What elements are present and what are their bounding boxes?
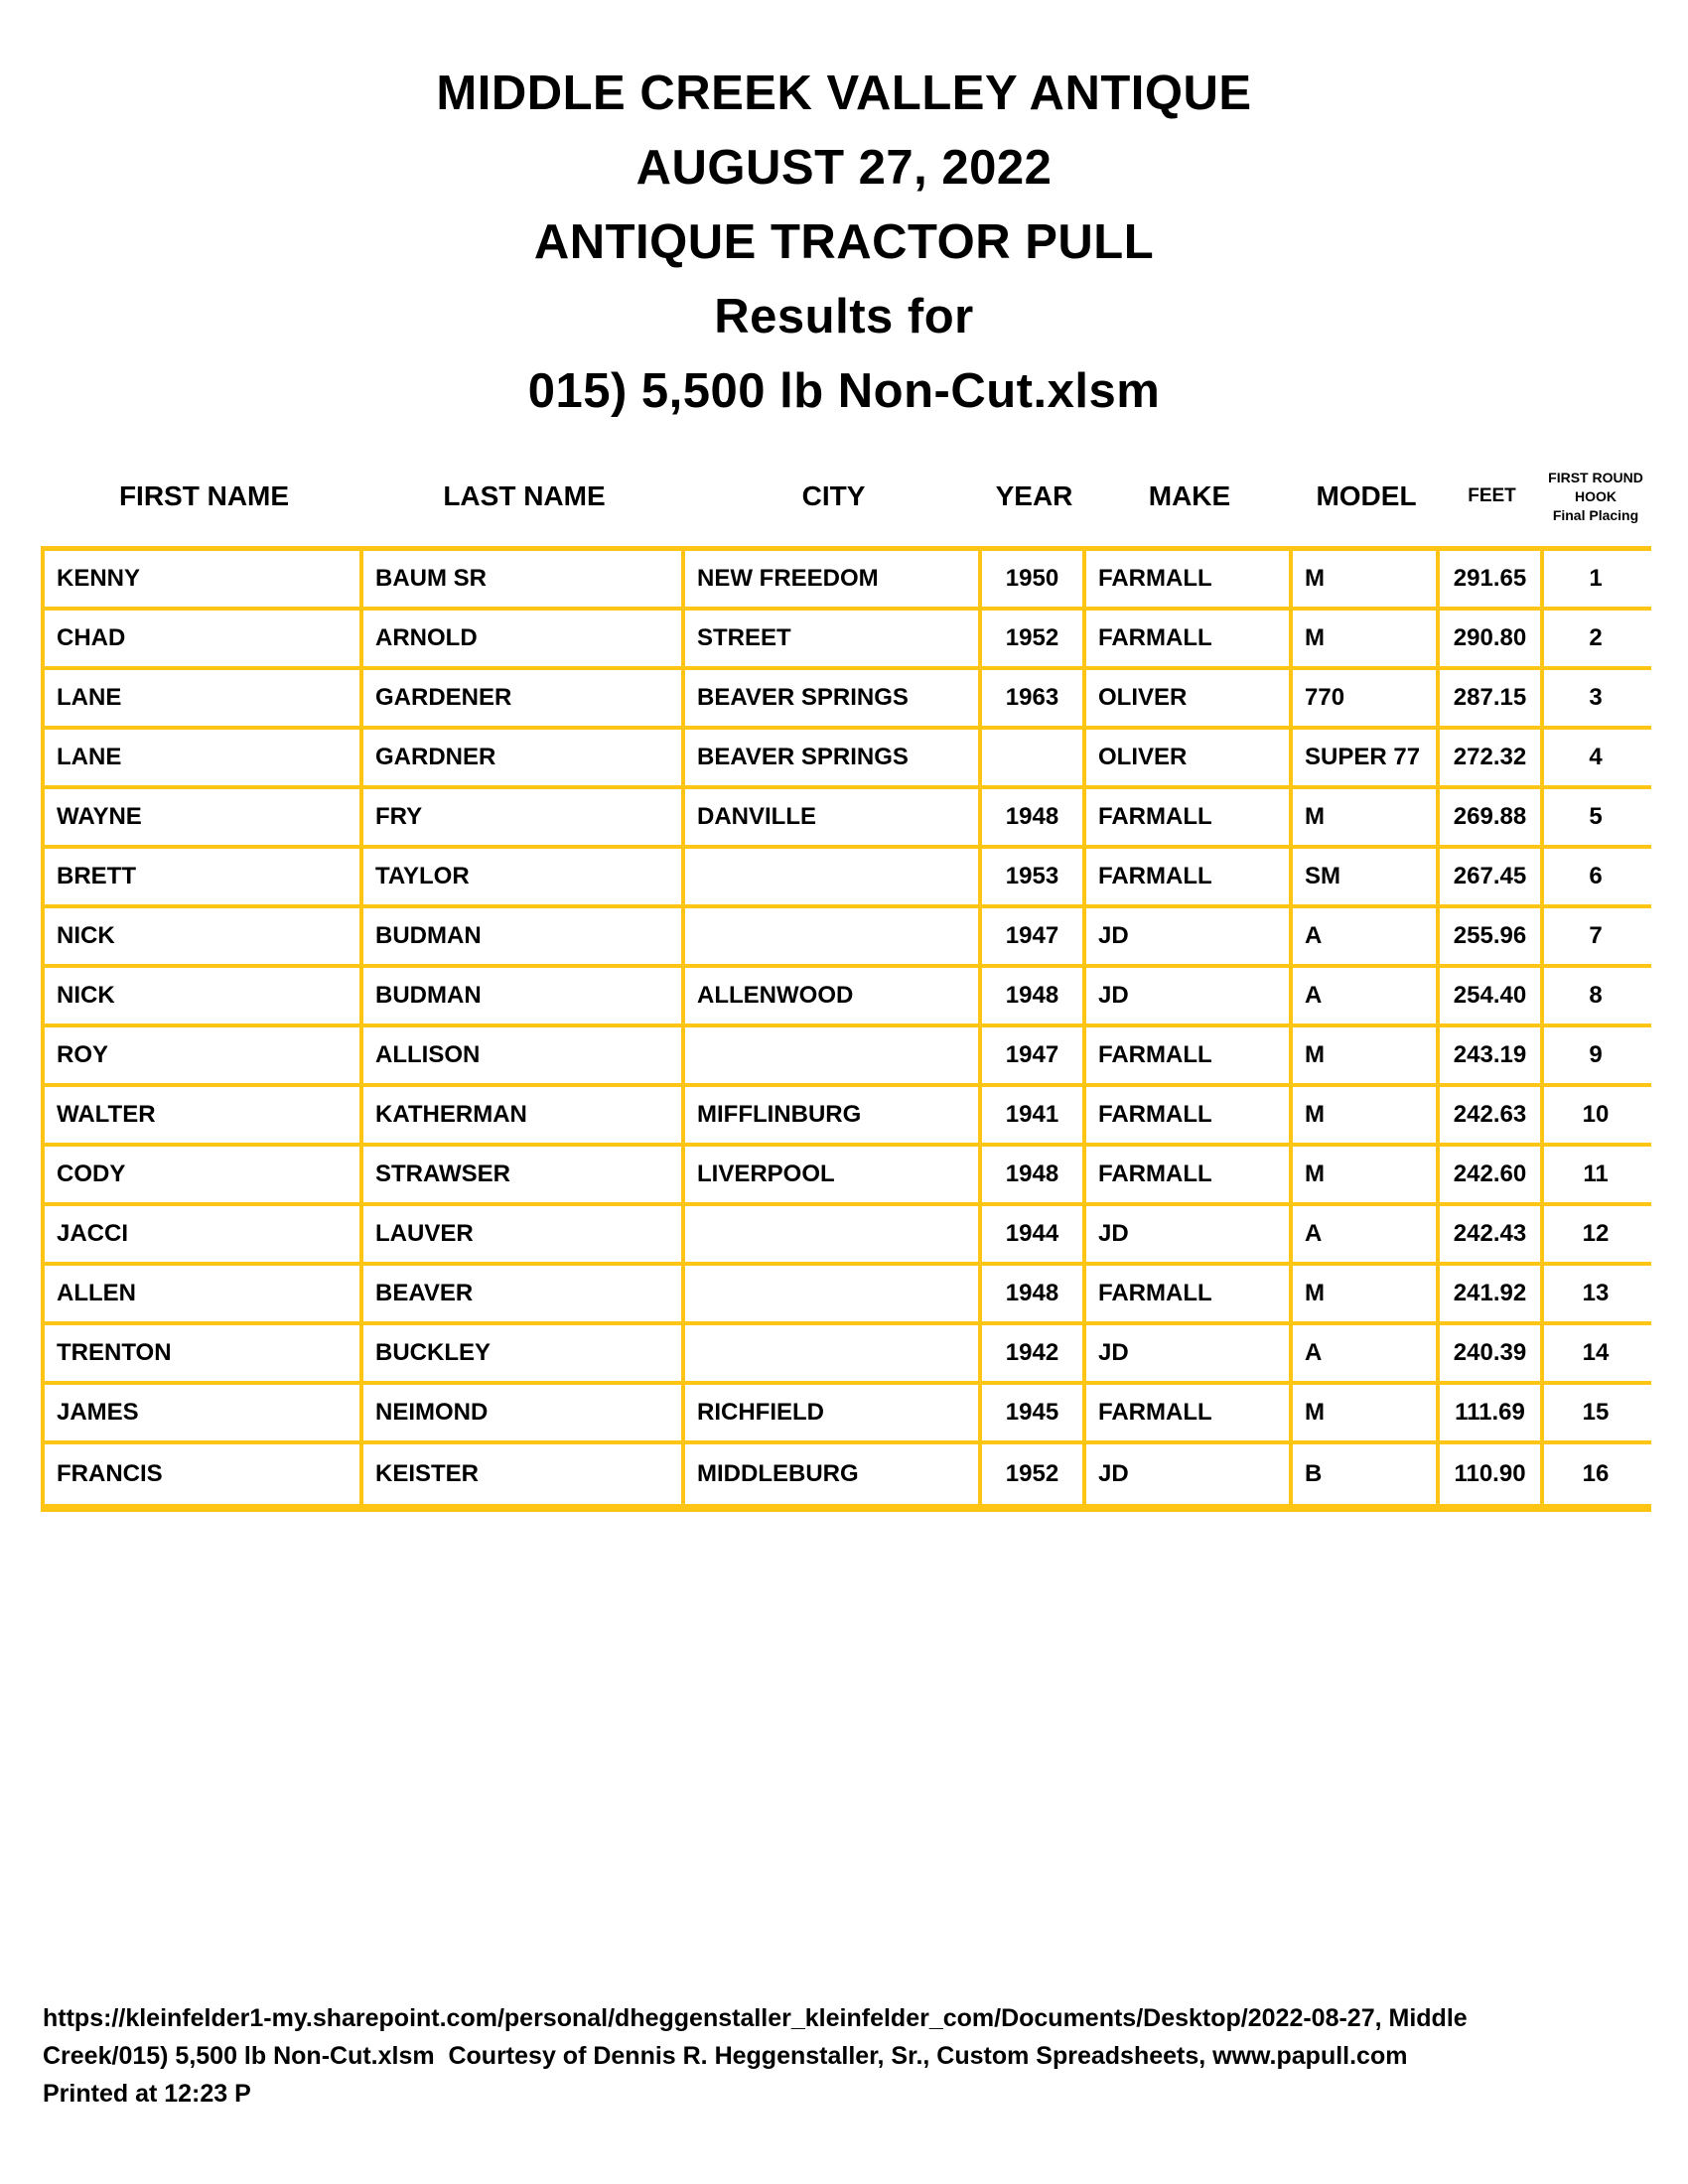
header-hook-line2: HOOK [1575, 487, 1617, 504]
cell-first-name: ALLEN [45, 1266, 363, 1321]
cell-model: B [1293, 1444, 1440, 1504]
cell-final-placing: 13 [1582, 1280, 1610, 1306]
cell-last-name: BUDMAN [363, 968, 685, 1024]
footer-source-path-line2: Creek/015) 5,500 lb Non-Cut.xlsm Courtesy of Dennis R. Heggenstaller, Sr., Custom Spreadsheets, www.papull.com [43, 2042, 1408, 2070]
footer [43, 1999, 1468, 2113]
cell-feet: 111.69 [1440, 1385, 1544, 1440]
cell-year: 1948 [982, 1147, 1086, 1202]
cell-city: NEW FREEDOM [685, 551, 982, 607]
cell-year: 1950 [982, 551, 1086, 607]
header-first-name: FIRST NAME [118, 480, 290, 511]
cell-model: A [1293, 908, 1440, 964]
cell-last-name: BUCKLEY [363, 1325, 685, 1381]
table-row [45, 730, 1651, 789]
class-file-name: 015) 5,500 lb Non-Cut.xlsm [527, 364, 1161, 418]
cell-first-name: LANE [45, 670, 363, 726]
cell-year: 1947 [982, 1027, 1086, 1083]
cell-model: M [1293, 611, 1440, 666]
cell-model: A [1293, 1206, 1440, 1262]
cell-model: M [1293, 789, 1440, 845]
header-model: MODEL [1316, 480, 1417, 511]
cell-feet: 254.40 [1440, 968, 1544, 1024]
cell-final-placing: 9 [1589, 1041, 1603, 1068]
cell-make: JD [1086, 1206, 1293, 1262]
table-row [45, 1385, 1651, 1444]
cell-make: FARMALL [1086, 1087, 1293, 1143]
cell-city: BEAVER SPRINGS [685, 730, 982, 785]
table-row [45, 670, 1651, 730]
cell-first-name: CODY [45, 1147, 363, 1202]
cell-feet: 269.88 [1440, 789, 1544, 845]
cell-last-name: LAUVER [363, 1206, 685, 1262]
cell-make: OLIVER [1086, 670, 1293, 726]
cell-feet: 287.15 [1440, 670, 1544, 726]
cell-feet: 267.45 [1440, 849, 1544, 904]
cell-year [982, 730, 1086, 785]
cell-feet: 242.43 [1440, 1206, 1544, 1262]
cell-last-name: ALLISON [363, 1027, 685, 1083]
cell-feet: 241.92 [1440, 1266, 1544, 1321]
cell-last-name: GARDNER [363, 730, 685, 785]
cell-year: 1944 [982, 1206, 1086, 1262]
cell-city: DANVILLE [685, 789, 982, 845]
cell-last-name: BUDMAN [363, 908, 685, 964]
cell-model: M [1293, 1385, 1440, 1440]
cell-first-name: BRETT [45, 849, 363, 904]
cell-last-name: BAUM SR [363, 551, 685, 607]
table-row [45, 611, 1651, 670]
cell-final-placing: 11 [1583, 1160, 1609, 1187]
cell-make: FARMALL [1086, 1266, 1293, 1321]
cell-city [685, 1325, 982, 1381]
header-make: MAKE [1148, 480, 1231, 511]
cell-make: JD [1086, 1325, 1293, 1381]
cell-model: A [1293, 968, 1440, 1024]
cell-last-name: BEAVER [363, 1266, 685, 1321]
cell-first-name: ROY [45, 1027, 363, 1083]
cell-city: RICHFIELD [685, 1385, 982, 1440]
cell-last-name: KEISTER [363, 1444, 685, 1504]
cell-make: FARMALL [1086, 1147, 1293, 1202]
header-feet: FEET [1468, 485, 1516, 506]
cell-final-placing: 1 [1589, 565, 1603, 592]
table-row [45, 908, 1651, 968]
cell-city: LIVERPOOL [685, 1147, 982, 1202]
footer-printed-at: Printed at 12:23 P [43, 2080, 251, 2108]
cell-make: FARMALL [1086, 1027, 1293, 1083]
cell-first-name: LANE [45, 730, 363, 785]
cell-final-placing: 14 [1582, 1339, 1610, 1366]
cell-final-placing: 8 [1589, 982, 1603, 1009]
event-type: ANTIQUE TRACTOR PULL [533, 215, 1155, 269]
cell-first-name: JAMES [45, 1385, 363, 1440]
cell-city [685, 1027, 982, 1083]
cell-year: 1952 [982, 1444, 1086, 1504]
table-row [45, 1325, 1651, 1385]
cell-first-name: WAYNE [45, 789, 363, 845]
cell-year: 1963 [982, 670, 1086, 726]
cell-city [685, 908, 982, 964]
cell-model: M [1293, 1266, 1440, 1321]
cell-feet: 240.39 [1440, 1325, 1544, 1381]
cell-year: 1948 [982, 789, 1086, 845]
cell-first-name: KENNY [45, 551, 363, 607]
table-row [45, 849, 1651, 908]
header-year: YEAR [995, 480, 1073, 511]
cell-last-name: FRY [363, 789, 685, 845]
table-row [45, 1206, 1651, 1266]
cell-first-name: FRANCIS [45, 1444, 363, 1504]
cell-make: JD [1086, 908, 1293, 964]
header-last-name: LAST NAME [443, 480, 606, 511]
cell-make: FARMALL [1086, 789, 1293, 845]
cell-year: 1952 [982, 611, 1086, 666]
cell-year: 1948 [982, 1266, 1086, 1321]
cell-city: MIDDLEBURG [685, 1444, 982, 1504]
table-row [45, 968, 1651, 1027]
cell-last-name: STRAWSER [363, 1147, 685, 1202]
cell-first-name: CHAD [45, 611, 363, 666]
cell-model: A [1293, 1325, 1440, 1381]
results-table [41, 546, 1651, 1512]
header-city: CITY [801, 480, 866, 511]
cell-feet: 272.32 [1440, 730, 1544, 785]
cell-final-placing: 16 [1582, 1460, 1610, 1487]
header-hook-line3: Final Placing [1552, 506, 1639, 523]
cell-feet: 242.63 [1440, 1087, 1544, 1143]
table-row [45, 789, 1651, 849]
cell-city: BEAVER SPRINGS [685, 670, 982, 726]
cell-first-name: NICK [45, 968, 363, 1024]
cell-last-name: TAYLOR [363, 849, 685, 904]
cell-make: JD [1086, 1444, 1293, 1504]
cell-make: FARMALL [1086, 849, 1293, 904]
cell-make: FARMALL [1086, 551, 1293, 607]
cell-model: SM [1293, 849, 1440, 904]
cell-feet: 291.65 [1440, 551, 1544, 607]
cell-make: OLIVER [1086, 730, 1293, 785]
table-row [45, 1266, 1651, 1325]
cell-final-placing: 4 [1589, 744, 1603, 770]
table-row [45, 1087, 1651, 1147]
header-hook-line1: FIRST ROUND [1548, 469, 1643, 485]
table-row [45, 551, 1651, 611]
cell-final-placing: 3 [1589, 684, 1603, 711]
cell-model: M [1293, 1147, 1440, 1202]
cell-feet: 290.80 [1440, 611, 1544, 666]
cell-model: SUPER 77 [1293, 730, 1440, 785]
cell-first-name: JACCI [45, 1206, 363, 1262]
cell-year: 1947 [982, 908, 1086, 964]
table-row [45, 1444, 1651, 1504]
title-block [0, 57, 1688, 429]
cell-feet: 243.19 [1440, 1027, 1544, 1083]
cell-year: 1948 [982, 968, 1086, 1024]
cell-last-name: GARDENER [363, 670, 685, 726]
cell-year: 1953 [982, 849, 1086, 904]
cell-feet: 242.60 [1440, 1147, 1544, 1202]
cell-model: M [1293, 1027, 1440, 1083]
cell-final-placing: 6 [1589, 863, 1603, 889]
table-row [45, 1027, 1651, 1087]
cell-city: ALLENWOOD [685, 968, 982, 1024]
cell-model: M [1293, 1087, 1440, 1143]
cell-make: JD [1086, 968, 1293, 1024]
column-header-row [45, 463, 1647, 530]
results-for-label: Results for [714, 290, 974, 343]
cell-model: 770 [1293, 670, 1440, 726]
cell-make: FARMALL [1086, 1385, 1293, 1440]
cell-feet: 255.96 [1440, 908, 1544, 964]
event-name: MIDDLE CREEK VALLEY ANTIQUE [436, 67, 1252, 120]
cell-last-name: NEIMOND [363, 1385, 685, 1440]
cell-year: 1942 [982, 1325, 1086, 1381]
cell-city [685, 1266, 982, 1321]
cell-city [685, 849, 982, 904]
cell-last-name: ARNOLD [363, 611, 685, 666]
footer-source-path-line1: https://kleinfelder1-my.sharepoint.com/personal/dheggenstaller_kleinfelder_com/Documents/Desktop/2022-08-27, Middle [43, 2004, 1468, 2032]
cell-final-placing: 12 [1582, 1220, 1610, 1247]
cell-first-name: NICK [45, 908, 363, 964]
cell-first-name: TRENTON [45, 1325, 363, 1381]
cell-last-name: KATHERMAN [363, 1087, 685, 1143]
table-row [45, 1147, 1651, 1206]
cell-final-placing: 15 [1582, 1399, 1610, 1426]
cell-final-placing: 2 [1589, 624, 1603, 651]
cell-final-placing: 5 [1589, 803, 1603, 830]
event-date: AUGUST 27, 2022 [635, 141, 1053, 195]
cell-first-name: WALTER [45, 1087, 363, 1143]
cell-final-placing: 10 [1582, 1101, 1610, 1128]
cell-feet: 110.90 [1440, 1444, 1544, 1504]
cell-city [685, 1206, 982, 1262]
cell-city: STREET [685, 611, 982, 666]
cell-year: 1945 [982, 1385, 1086, 1440]
cell-model: M [1293, 551, 1440, 607]
cell-city: MIFFLINBURG [685, 1087, 982, 1143]
cell-make: FARMALL [1086, 611, 1293, 666]
cell-year: 1941 [982, 1087, 1086, 1143]
header-first-round-hook [1544, 469, 1647, 525]
cell-final-placing: 7 [1589, 922, 1603, 949]
